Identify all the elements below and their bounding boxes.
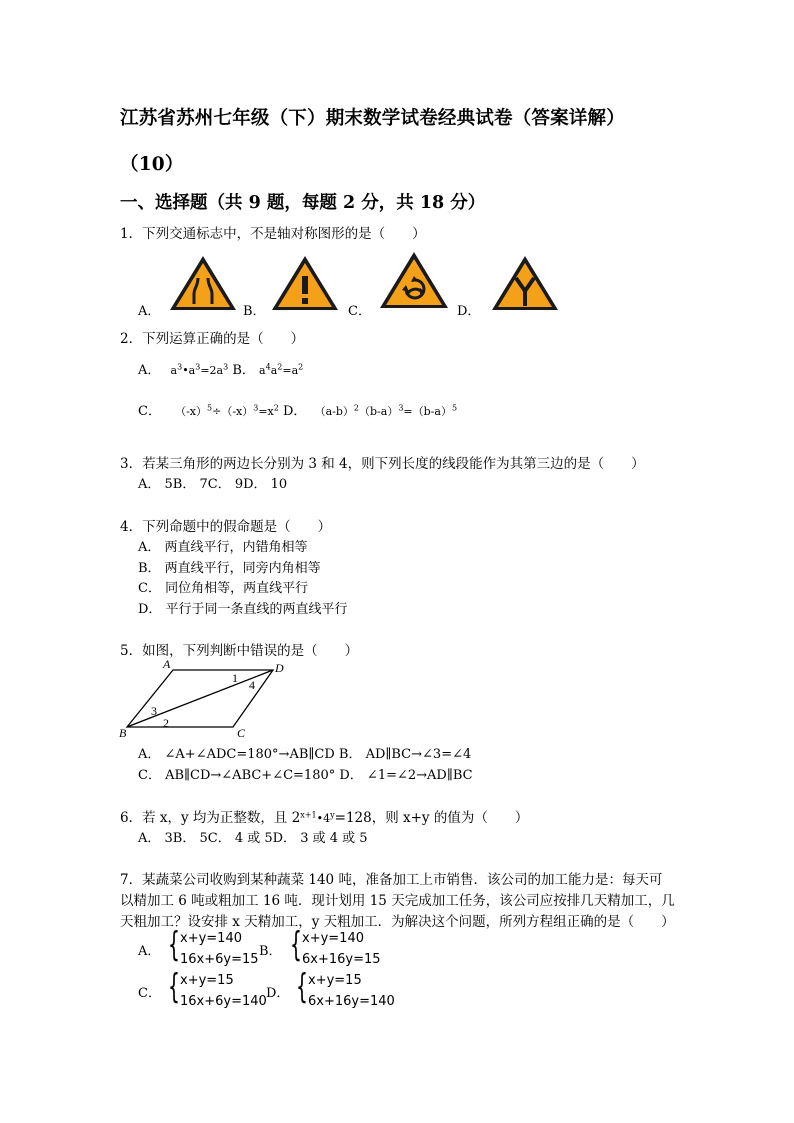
q2-options-ab bbox=[138, 359, 303, 378]
q2-option-a-label: A． bbox=[138, 363, 161, 378]
q7-option-d-system bbox=[308, 970, 395, 1012]
angle-3-label: 3 bbox=[151, 704, 157, 718]
parallelogram-figure bbox=[115, 656, 295, 742]
q7-line-1: 7．某蔬菜公司收购到某种蔬菜 140 吨，准备加工上市销售．该公司的加工能力是：每天可 bbox=[120, 872, 663, 888]
q4-option-b: B． 两直线平行，同旁内角相等 bbox=[138, 561, 321, 576]
paper-title-number: （10） bbox=[120, 154, 184, 175]
point-c-label: C bbox=[237, 726, 246, 740]
q7-line-2: 以精加工 6 吨或粗加工 16 吨．现计划用 15 天完成加工任务，该公司应按排几天精加工，几 bbox=[120, 893, 675, 909]
q1-option-b-label: B． bbox=[243, 304, 266, 319]
q1-option-d-label: D． bbox=[457, 304, 481, 319]
q7-option-a-system bbox=[180, 928, 259, 970]
q7-line-3: 天粗加工？设安排 x 天精加工，y 天粗加工．为解决这个问题，所列方程组正确的是（ ） bbox=[120, 914, 675, 930]
point-b-label: B bbox=[119, 726, 127, 740]
q4-option-c: C． 同位角相等，两直线平行 bbox=[138, 581, 309, 596]
q2-option-d-expr: $(a-b)^2(b-a)^3=(b-a)^5$ bbox=[314, 403, 458, 418]
q7-d-eq2: 6x+16y=140 bbox=[308, 994, 395, 1009]
q2-option-c-expr: $(-x)^5\div(-x)^3=x^2$ bbox=[175, 403, 279, 418]
q2-options-cd bbox=[138, 400, 457, 419]
q5-options-ab: A． ∠A+∠ADC=180°→AB∥CD B． AD∥BC→∠3=∠4 bbox=[138, 747, 472, 762]
narrow-road-sign-icon bbox=[168, 254, 238, 312]
y-junction-sign-icon bbox=[490, 254, 560, 312]
q7-option-b-brace: { bbox=[290, 925, 302, 965]
q7-b-eq2: 6x+16y=15 bbox=[302, 952, 381, 967]
angle-4-label: 4 bbox=[249, 678, 255, 692]
q7-option-c-label: C． bbox=[138, 986, 161, 1001]
section-heading: 一、选择题（共 9 题，每题 2 分，共 18 分） bbox=[120, 193, 486, 213]
q2-option-c-label: C． bbox=[138, 404, 161, 419]
q1-option-a-label: A． bbox=[138, 304, 161, 319]
q7-option-d-label: D． bbox=[266, 986, 290, 1001]
q5-options-cd: C． AB∥CD→∠ABC+∠C=180° D． ∠1=∠2→AD∥BC bbox=[138, 768, 473, 783]
q2-option-d-label: D． bbox=[283, 404, 307, 419]
q7-a-eq2: 16x+6y=15 bbox=[180, 952, 259, 967]
q1-option-c-label: C． bbox=[348, 304, 371, 319]
q6-exponent-expr: $^{x+1}$•4$^y$ bbox=[300, 810, 335, 825]
q7-c-eq1: x+y=15 bbox=[180, 973, 234, 988]
question-5-stem: 5．如图，下列判断中错误的是（ ） bbox=[120, 643, 359, 659]
point-a-label: A bbox=[163, 657, 171, 671]
question-3-options: A． 5B． 7C． 9D． 10 bbox=[138, 477, 288, 492]
q7-option-b-label: B． bbox=[259, 944, 282, 959]
q7-option-b-system bbox=[302, 928, 381, 970]
q7-option-c-brace: { bbox=[168, 967, 180, 1007]
question-6-options: A． 3B． 5C． 4 或 5D． 3 或 4 或 5 bbox=[138, 831, 368, 846]
question-2-stem: 2．下列运算正确的是（ ） bbox=[120, 331, 305, 347]
q4-option-d: D． 平行于同一条直线的两直线平行 bbox=[138, 602, 348, 617]
roundabout-sign-icon bbox=[378, 250, 450, 310]
question-3-stem: 3．若某三角形的两边长分别为 3 和 4，则下列长度的线段能作为其第三边的是（ ） bbox=[120, 456, 645, 472]
q6-stem-post: =128，则 x+y 的值为（ ） bbox=[334, 810, 529, 826]
q2-option-b-label: B． bbox=[232, 363, 255, 378]
question-4-stem: 4．下列命题中的假命题是（ ） bbox=[120, 519, 332, 535]
angle-1-label: 1 bbox=[232, 671, 238, 685]
point-d-label: D bbox=[275, 661, 284, 675]
q7-d-eq1: x+y=15 bbox=[308, 973, 362, 988]
question-6-stem bbox=[120, 806, 528, 826]
q7-a-eq1: x+y=140 bbox=[180, 931, 242, 946]
q7-option-a-brace: { bbox=[168, 925, 180, 965]
paper-title: 江苏省苏州七年级（下）期末数学试卷经典试卷（答案详解） bbox=[120, 108, 625, 129]
q4-option-a: A． 两直线平行，内错角相等 bbox=[138, 540, 308, 555]
q7-option-a-label: A． bbox=[138, 944, 161, 959]
angle-2-label: 2 bbox=[163, 716, 169, 730]
q7-option-c-system bbox=[180, 970, 267, 1012]
q2-option-a-expr: $a^3•a^3=2a^3$ bbox=[170, 362, 229, 377]
q7-option-d-brace: { bbox=[296, 967, 308, 1007]
warning-exclamation-sign-icon bbox=[270, 254, 340, 312]
q6-stem-pre: 6．若 x，y 均为正整数，且 2 bbox=[120, 810, 301, 826]
q2-option-b-expr: $a^4a^2=a^2$ bbox=[259, 362, 304, 377]
q7-c-eq2: 16x+6y=140 bbox=[180, 994, 267, 1009]
q7-b-eq1: x+y=140 bbox=[302, 931, 364, 946]
question-1-stem: 1．下列交通标志中，不是轴对称图形的是（ ） bbox=[120, 226, 426, 242]
